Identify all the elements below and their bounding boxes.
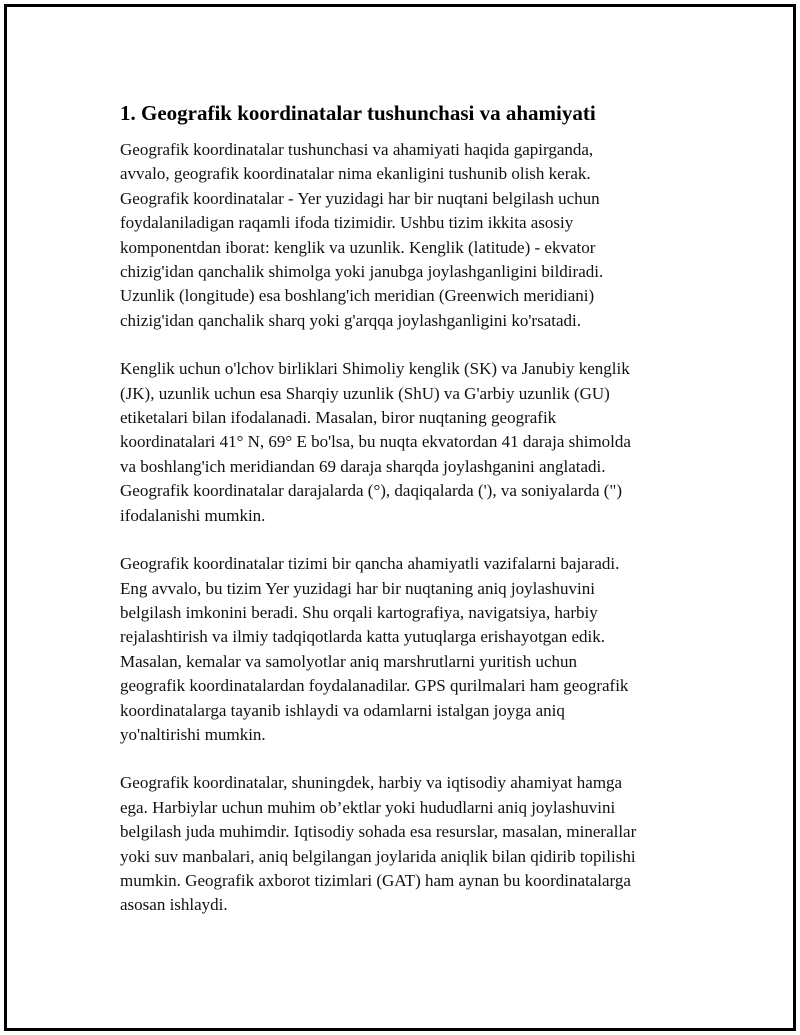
text-line: Masalan, kemalar va samolyotlar aniq marshrutlarni yuritish uchun xyxy=(120,651,577,671)
text-line: Geografik koordinatalar, shuningdek, harbiy va iqtisodiy ahamiyat hamga xyxy=(120,773,623,793)
text-line: Geografik koordinatalar tizimi bir qancha ahamiyatli vazifalarni bajaradi. xyxy=(120,554,620,574)
text-line: mumkin. Geografik axborot tizimlari (GAT) ham aynan bu koordinatalarga xyxy=(120,870,631,890)
text-line: ega. Harbiylar uchun muhim ob’ektlar yoki hududlarni aniq joylashuvini xyxy=(120,797,616,817)
paragraph xyxy=(120,138,690,333)
text-line: ifodalanishi mumkin. xyxy=(120,505,266,525)
text-line: belgilash juda muhimdir. Iqtisodiy sohada esa resurslar, masalan, minerallar xyxy=(120,822,637,842)
text-line: yoki suv manbalari, aniq belgilangan joylarida aniqlik bilan qidirib topilishi xyxy=(120,846,636,866)
text-line: geografik koordinatalardan foydalanadilar. GPS qurilmalari ham geografik xyxy=(120,676,629,696)
paragraph xyxy=(120,552,690,747)
text-line: Eng avvalo, bu tizim Yer yuzidagi har bir nuqtaning aniq joylashuvini xyxy=(120,578,595,598)
text-line: Uzunlik (longitude) esa boshlang'ich meridian (Greenwich meridiani) xyxy=(120,286,595,306)
text-line: foydalaniladigan raqamli ifoda tizimidir. Ushbu tizim ikkita asosiy xyxy=(120,213,574,233)
text-line: va boshlang'ich meridiandan 69 daraja sharqda joylashganini anglatadi. xyxy=(120,456,606,476)
text-line: koordinatalarga tayanib ishlaydi va odamlarni istalgan joyga aniq xyxy=(120,700,565,720)
document-body xyxy=(120,100,690,942)
text-line: avvalo, geografik koordinatalar nima ekanligini tushunib olish kerak. xyxy=(120,164,591,184)
page-title: 1. Geografik koordinatalar tushunchasi va ahamiyati xyxy=(120,101,596,125)
paragraph xyxy=(120,357,690,528)
page-frame xyxy=(4,4,796,1031)
text-line: komponentdan iborat: kenglik va uzunlik. Kenglik (latitude) - ekvator xyxy=(120,237,596,257)
text-line: Geografik koordinatalar darajalarda (°), daqiqalarda ('), va soniyalarda (") xyxy=(120,481,622,501)
text-line: koordinatalari 41° N, 69° E bo'lsa, bu nuqta ekvatordan 41 daraja shimolda xyxy=(120,432,631,452)
text-line: (JK), uzunlik uchun esa Sharqiy uzunlik (ShU) va G'arbiy uzunlik (GU) xyxy=(120,383,610,403)
text-line: chizig'idan qanchalik shimolga yoki janubga joylashganligini bildiradi. xyxy=(120,262,604,282)
paragraph xyxy=(120,771,690,917)
text-line: Kenglik uchun o'lchov birliklari Shimoliy kenglik (SK) va Janubiy kenglik xyxy=(120,359,630,379)
text-line: yo'naltirishi mumkin. xyxy=(120,724,266,744)
text-line: rejalashtirish va ilmiy tadqiqotlarda katta yutuqlarga erishayotgan edik. xyxy=(120,627,605,647)
text-line: etiketalari bilan ifodalanadi. Masalan, biror nuqtaning geografik xyxy=(120,408,557,428)
text-line: Geografik koordinatalar - Yer yuzidagi har bir nuqtani belgilash uchun xyxy=(120,188,600,208)
text-line: Geografik koordinatalar tushunchasi va ahamiyati haqida gapirganda, xyxy=(120,140,594,159)
text-line: chizig'idan qanchalik sharq yoki g'arqqa joylashganligini ko'rsatadi. xyxy=(120,310,581,330)
text-line: asosan ishlaydi. xyxy=(120,895,228,915)
text-line: belgilash imkonini beradi. Shu orqali kartografiya, navigatsiya, harbiy xyxy=(120,602,598,622)
